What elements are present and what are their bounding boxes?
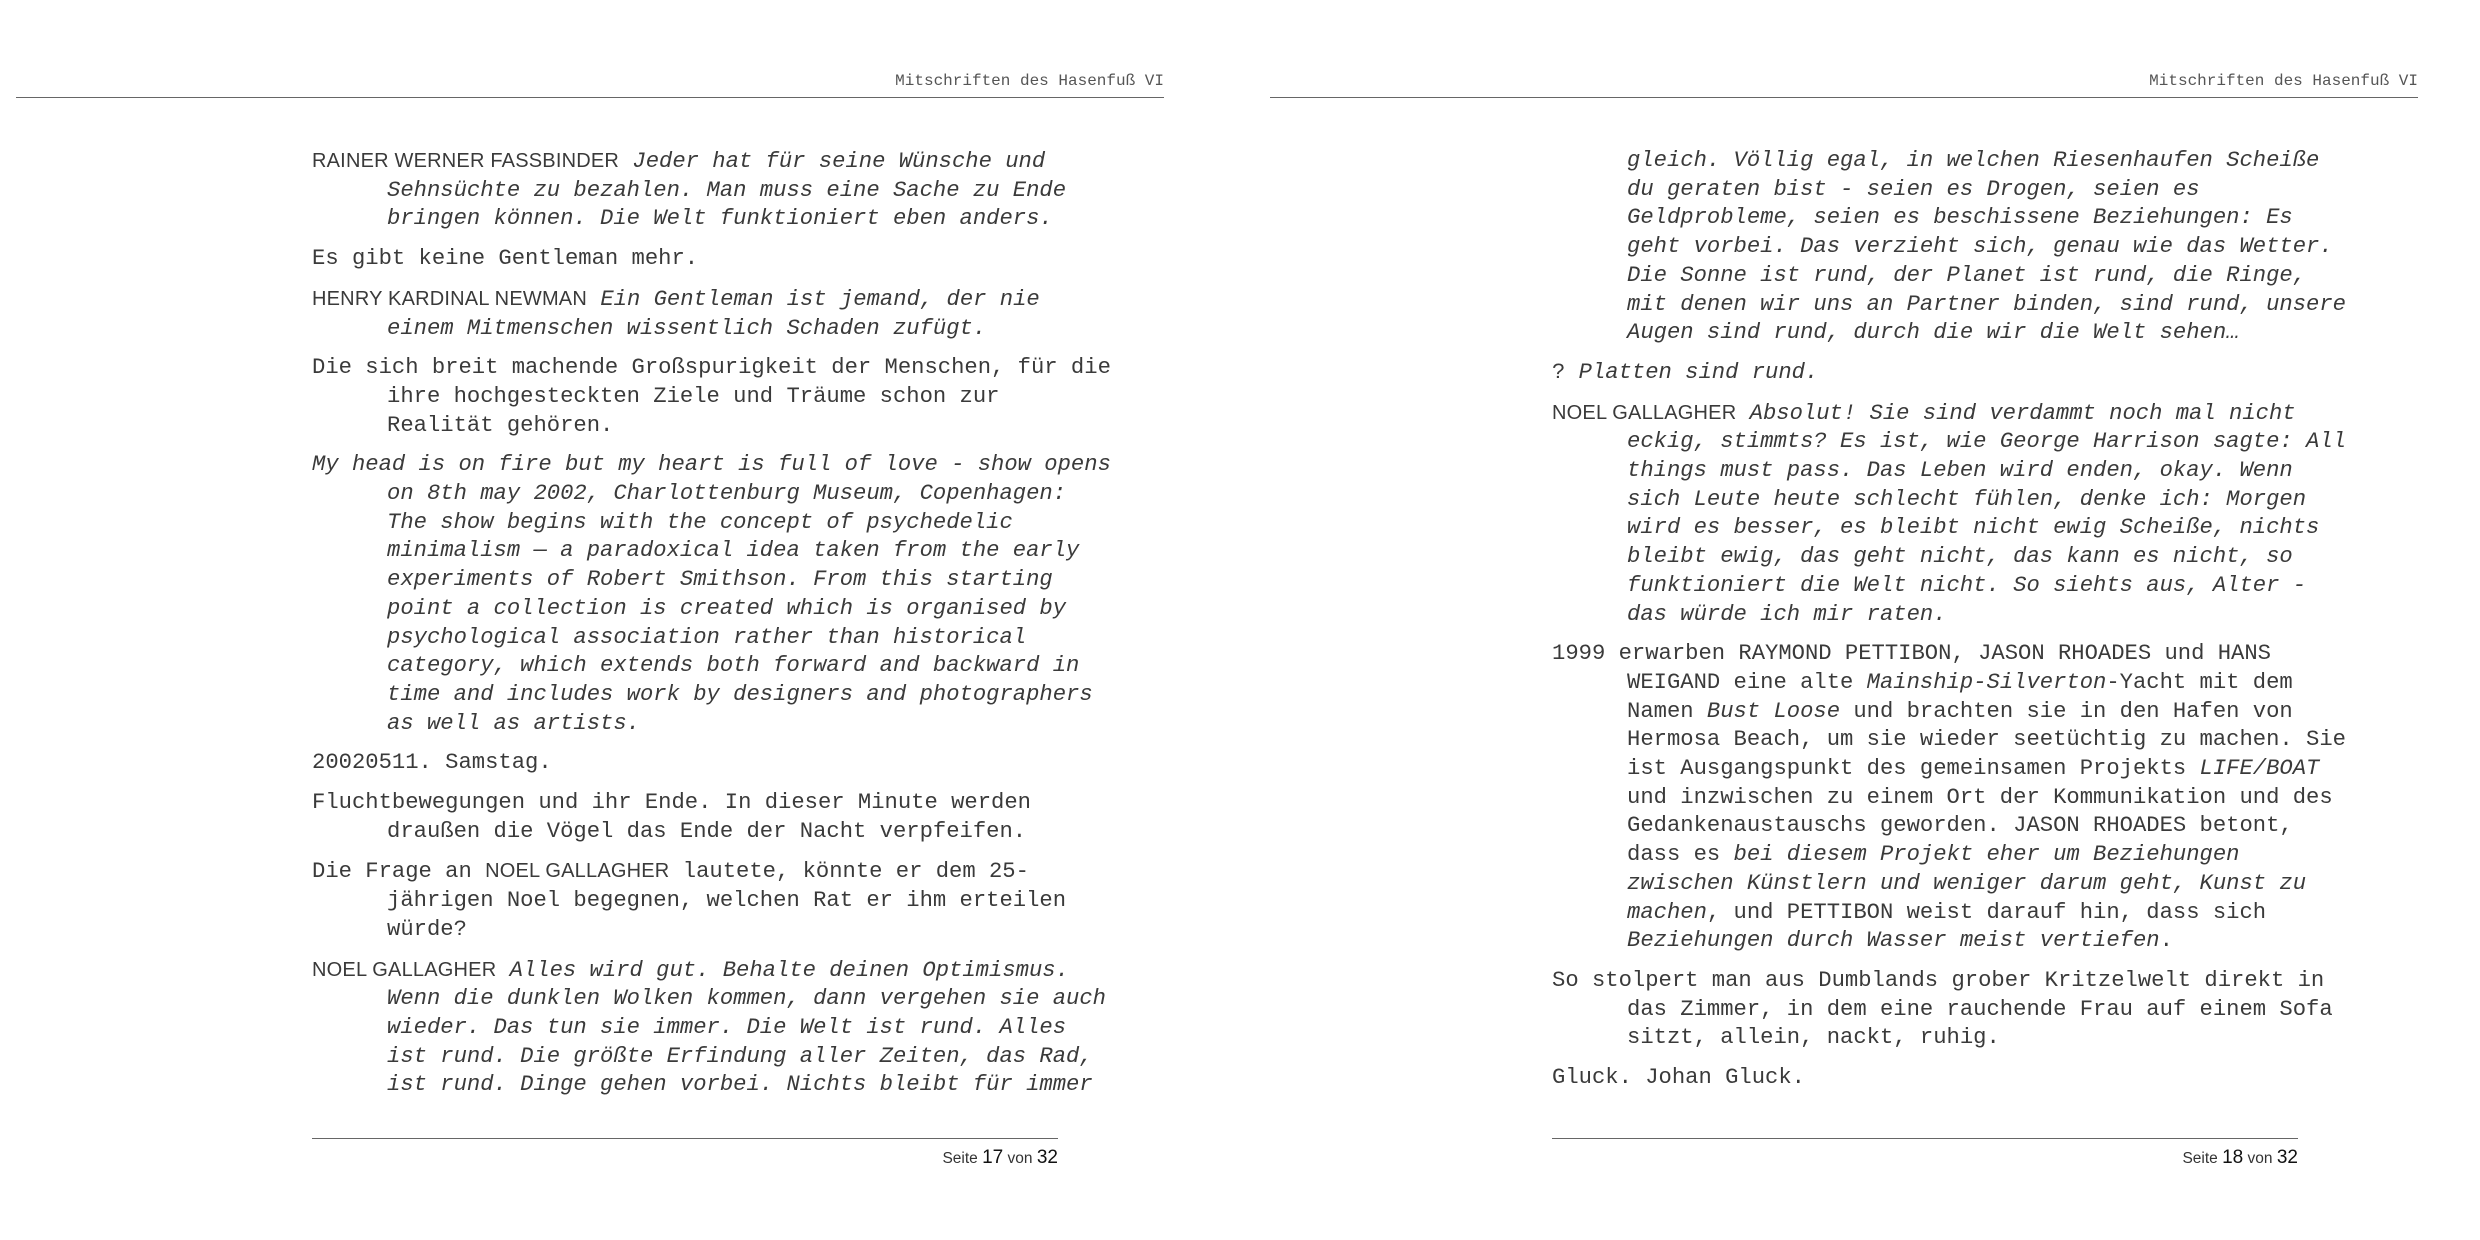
text-run: [1736, 401, 1749, 426]
page-footer: [312, 1147, 1058, 1169]
text-run: Beziehungen durch Wasser meist vertiefen: [1627, 928, 2160, 954]
paragraph: [312, 956, 1112, 1101]
text-run: Alles wird gut. Behalte deinen Optimismus. Wenn die dunklen Wolken kommen, dann vergehen sie auch wieder. Das tun sie immer. Die Welt ist rund. Alles ist rund. Die größte Erfindung aller Zeiten, das Rad, ist rund. Dinge gehen vorbei. Nichts bleibt für immer: [387, 957, 1106, 1098]
paragraph: [312, 749, 1112, 778]
text-run: Die sich breit machende Großspurigkeit der Menschen, für die ihre hochgesteckten Ziele und Träume schon zur Realität gehören.: [312, 355, 1111, 438]
running-head: Mitschriften des Hasenfuß VI: [2149, 72, 2418, 90]
text-run: Es gibt keine Gentleman mehr.: [312, 246, 699, 272]
text-run: LIFE/BOAT: [2199, 756, 2320, 782]
page-number: 18: [2222, 1147, 2244, 1168]
text-run: Die Frage an: [312, 859, 486, 885]
paragraph: [312, 451, 1112, 738]
header-rule: [1270, 97, 2418, 98]
text-run: [587, 287, 600, 312]
paragraph: [1552, 359, 2352, 388]
text-run: , und PETTIBON weist darauf hin, dass sich: [1706, 899, 2267, 925]
text-run: gleich. Völlig egal, in welchen Riesenhaufen Scheiße du geraten bist - seien es Drogen, seien es Geldprobleme, seien es beschissene Beziehungen: Es geht vorbei. Das verzieht sich, genau wie das Wetter. Die Sonne ist rund, der Planet ist rund, die Ringe, mit denen wir uns an Partner binden, sind rund, unsere Augen sind rund, durch die wir die Welt sehen…: [1627, 148, 2346, 346]
text-run: lautete, könnte er dem 25-jährigen Noel begegnen, welchen Rat er ihm erteilen würde?: [387, 859, 1067, 942]
text-run: und inzwischen zu einem Ort der Kommunikation und des Gedankenaustauschs geworden. JASON RHOADES betont, dass es: [1627, 784, 2333, 868]
text-run: Platten sind rund.: [1578, 359, 1819, 385]
text-run: ?: [1552, 359, 1579, 385]
footer-of-word: von: [1007, 1150, 1033, 1167]
page-footer: [1552, 1147, 2298, 1169]
footer-page-word: Seite: [942, 1150, 978, 1167]
paragraph: [312, 354, 1112, 440]
body-text: [312, 147, 1112, 1111]
person-name: NOEL GALLAGHER: [1552, 401, 1737, 424]
total-pages: 32: [2276, 1147, 2298, 1168]
text-run: .: [2159, 928, 2173, 954]
footer-page-word: Seite: [2182, 1150, 2218, 1167]
person-name: RAINER WERNER FASSBINDER: [312, 150, 620, 172]
text-run: und brachten sie in den Hafen von Hermosa Beach, um sie wieder seetüchtig zu machen. Sie ist Ausgangspunkt des gemeinsamen Projekts: [1627, 698, 2346, 782]
footer-of-word: von: [2247, 1150, 2273, 1167]
text-run: [496, 958, 509, 983]
text-run: 1999 erwarben RAYMOND PETTIBON, JASON RHOADES und HANS WEIGAND eine alte: [1552, 641, 2271, 695]
paragraph: [1552, 967, 2352, 1053]
text-run: bei diesem Projekt eher um Beziehungen zwischen Künstlern und weniger darum geht, Kunst zu machen: [1627, 842, 2307, 925]
paragraph: [312, 285, 1112, 343]
total-pages: 32: [1036, 1147, 1058, 1168]
text-run: My head is on fire but my heart is full of love - show opens on 8th may 2002, Charlottenburg Museum, Copenhagen: The show begins with the concept of psychedelic minimalism — a paradoxical idea taken from the early experiments of Robert Smithson. From this starting point a collection is created which is organised by psychological association rather than historical category, which extends both forward and backward in time and includes work by designers and photographers as well as artists.: [312, 452, 1111, 736]
person-name: NOEL GALLAGHER: [485, 860, 670, 883]
paragraph: [312, 147, 1112, 234]
right-page: [1240, 0, 2480, 1240]
paragraph: [312, 857, 1112, 944]
paragraph: [1552, 399, 2352, 630]
text-run: [619, 149, 632, 174]
paragraph: [1552, 147, 2352, 348]
paragraph: [312, 245, 1112, 274]
text-run: Bust Loose: [1706, 698, 1841, 724]
footer-rule: [1552, 1138, 2298, 1139]
text-run: -Yacht mit dem Namen: [1627, 669, 2293, 724]
text-run: Ein Gentleman ist jemand, der nie einem Mitmenschen wissentlich Schaden zufügt.: [387, 286, 1040, 341]
person-name: HENRY KARDINAL NEWMAN: [312, 287, 587, 310]
footer-rule: [312, 1138, 1058, 1139]
text-run: Fluchtbewegungen und ihr Ende. In dieser Minute werden draußen die Vögel das Ende der Nacht verpfeifen.: [312, 790, 1031, 844]
text-run: 20020511. Samstag.: [312, 750, 552, 776]
body-text: [1552, 147, 2352, 1104]
header-rule: [16, 97, 1164, 98]
person-name: NOEL GALLAGHER: [312, 958, 497, 981]
paragraph: [1552, 640, 2352, 956]
text-run: Jeder hat für seine Wünsche und Sehnsüchte zu bezahlen. Man muss eine Sache zu Ende bringen können. Die Welt funktioniert eben anders.: [387, 149, 1067, 232]
text-run: Mainship-Silverton: [1866, 669, 2107, 695]
page-number: 17: [982, 1147, 1004, 1168]
running-head: Mitschriften des Hasenfuß VI: [895, 72, 1164, 90]
text-run: So stolpert man aus Dumblands grober Kritzelwelt direkt in das Zimmer, in dem eine rauchende Frau auf einem Sofa sitzt, allein, nackt, ruhig.: [1552, 967, 2333, 1051]
text-run: Absolut! Sie sind verdammt noch mal nicht eckig, stimmts? Es ist, wie George Harrison sagte: All things must pass. Das Leben wird enden, okay. Wenn sich Leute heute schlecht fühlen, denke ich: Morgen wird es besser, es bleibt nicht ewig Scheiße, nichts bleibt ewig, das geht nicht, das kann es nicht, so funktioniert die Welt nicht. So siehts aus, Alter - das würde ich mir raten.: [1627, 400, 2346, 627]
text-run: Gluck. Johan Gluck.: [1552, 1065, 1805, 1091]
paragraph: [1552, 1064, 2352, 1093]
paragraph: [312, 789, 1112, 846]
